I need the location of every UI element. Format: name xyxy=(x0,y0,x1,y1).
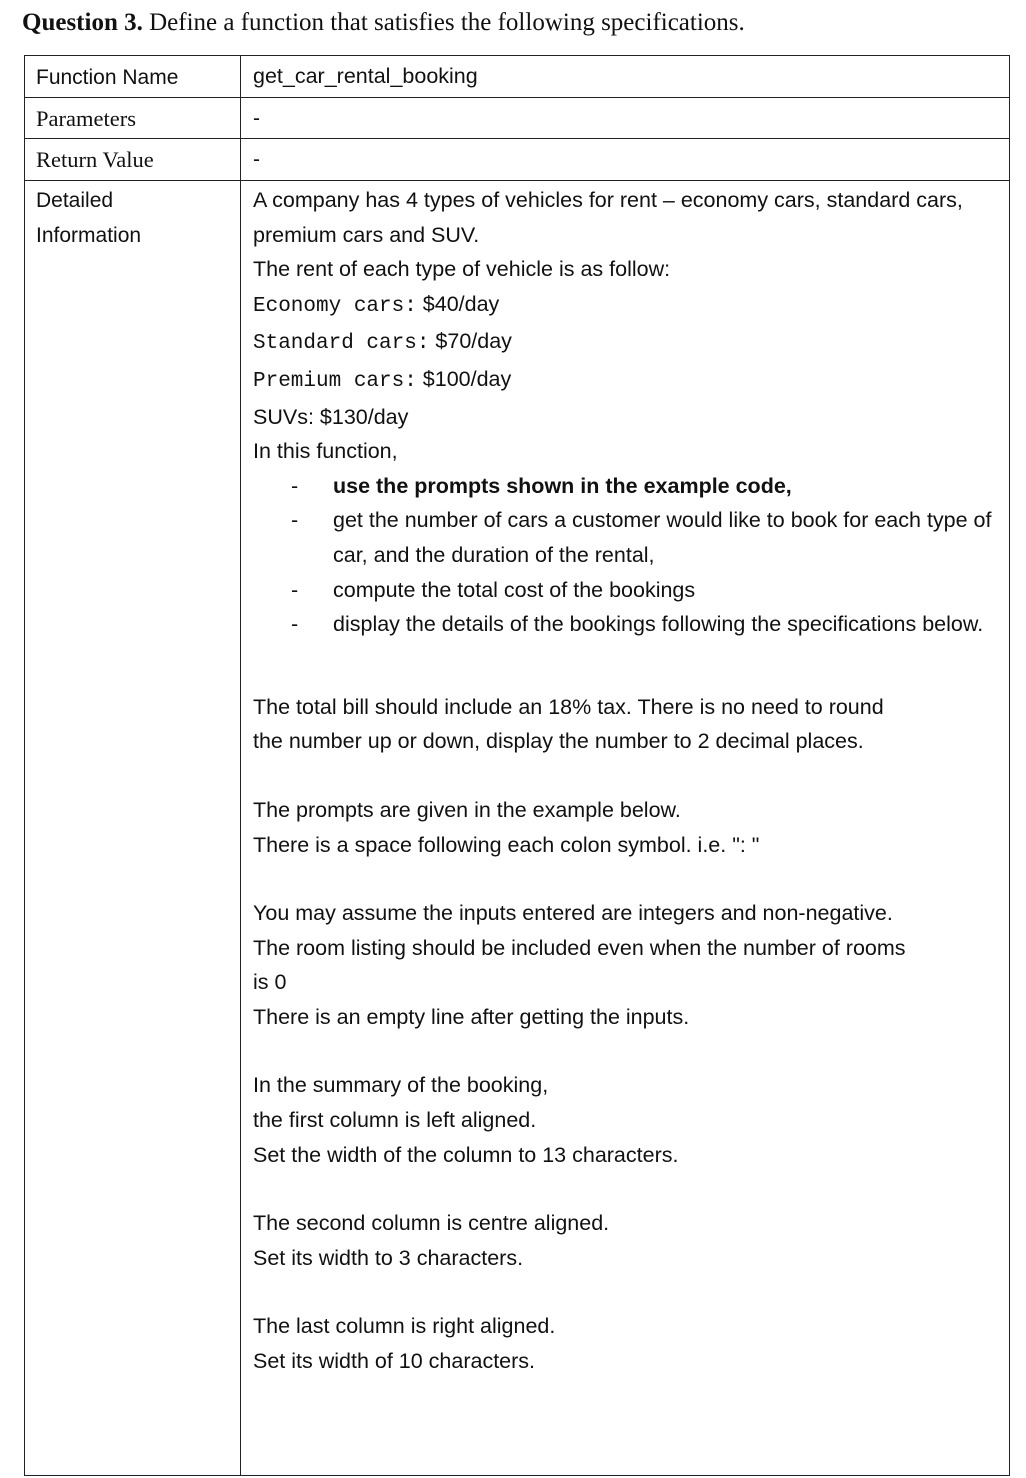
dash-bullet: - xyxy=(291,508,299,533)
summary-line-2: the first column is left aligned. xyxy=(253,1108,537,1133)
function-name-row xyxy=(25,56,1010,98)
rate-suv-name: SUVs: xyxy=(253,404,314,429)
intro-paragraph: A company has 4 types of vehicles for rent – economy cars, standard cars, premium cars and SUV. xyxy=(253,188,963,247)
dash-bullet: - xyxy=(291,577,299,602)
return-value-value-cell xyxy=(241,139,1010,181)
second-column-line-2: Set its width to 3 characters. xyxy=(253,1245,524,1270)
assume-line-1: You may assume the inputs entered are integers and non-negative. xyxy=(253,901,893,926)
prompts-line-2: There is a space following each colon symbol. i.e. ": " xyxy=(253,832,760,857)
steps-list xyxy=(253,469,999,642)
detailed-information-label-cell xyxy=(25,181,241,1476)
rate-economy xyxy=(253,287,999,325)
prompts-line-1: The prompts are given in the example below. xyxy=(253,797,681,822)
parameters-value: - xyxy=(253,107,260,130)
detailed-label-line-1: Detailed xyxy=(36,189,114,212)
question-heading xyxy=(22,8,745,38)
second-column-line-1: The second column is centre aligned. xyxy=(253,1211,610,1236)
last-column-line-1: The last column is right aligned. xyxy=(253,1314,556,1339)
parameters-label: Parameters xyxy=(36,106,136,131)
assume-line-3: is 0 xyxy=(253,970,287,995)
dash-bullet: - xyxy=(291,473,299,498)
rate-premium xyxy=(253,362,999,400)
assume-line-4: There is an empty line after getting the inputs. xyxy=(253,1004,690,1029)
question-text: Define a function that satisfies the following specifications. xyxy=(142,9,745,36)
rent-intro: The rent of each type of vehicle is as follow: xyxy=(253,257,671,282)
list-item xyxy=(291,503,999,572)
summary-line-3: Set the width of the column to 13 characters. xyxy=(253,1142,679,1167)
rate-standard-price: $70/day xyxy=(429,329,512,354)
detailed-label-line-2: Information xyxy=(36,224,142,247)
rate-economy-name: Economy cars: xyxy=(253,294,417,318)
detailed-information-body xyxy=(241,181,1009,1379)
function-name-value-cell xyxy=(241,56,1010,98)
rate-premium-name: Premium cars: xyxy=(253,369,417,393)
tax-line-2: the number up or down, display the number to 2 decimal places. xyxy=(253,729,864,754)
detailed-information-value-cell xyxy=(241,181,1010,1476)
dash-bullet: - xyxy=(291,612,299,637)
step-text: compute the total cost of the bookings xyxy=(333,577,696,602)
step-text: display the details of the bookings following the specifications below. xyxy=(333,612,984,637)
summary-line-1: In the summary of the booking, xyxy=(253,1073,549,1098)
step-text: get the number of cars a customer would like to book for each type of car, and the duration of the rental, xyxy=(333,508,992,567)
return-value-label: Return Value xyxy=(36,147,154,172)
parameters-label-cell xyxy=(25,98,241,139)
function-name-label: Function Name xyxy=(36,66,179,89)
rate-suv xyxy=(253,400,999,435)
function-name-label-cell xyxy=(25,56,241,98)
return-value-value: - xyxy=(253,148,260,171)
detailed-information-label xyxy=(25,181,240,253)
rate-economy-price: $40/day xyxy=(416,291,500,316)
list-item xyxy=(291,607,999,642)
rate-suv-price: $130/day xyxy=(313,404,409,429)
function-name-value: get_car_rental_booking xyxy=(253,64,478,88)
step-text: use the prompts shown in the example code, xyxy=(333,473,792,498)
rate-standard-name: Standard cars: xyxy=(253,332,430,356)
list-item xyxy=(291,573,999,608)
tax-line-1: The total bill should include an 18% tax. There is no need to round xyxy=(253,694,884,719)
parameters-value-cell xyxy=(241,98,1010,139)
list-item xyxy=(291,469,999,504)
return-value-row xyxy=(25,139,1010,181)
return-value-label-cell xyxy=(25,139,241,181)
detailed-information-row xyxy=(25,181,1010,1476)
last-column-line-2: Set its width of 10 characters. xyxy=(253,1349,536,1374)
assume-line-2: The room listing should be included even when the number of rooms xyxy=(253,935,906,960)
in-function-line: In this function, xyxy=(253,439,398,464)
question-number: Question 3. xyxy=(22,9,143,36)
specification-table xyxy=(24,55,1010,1476)
rate-premium-price: $100/day xyxy=(416,366,512,391)
rate-standard xyxy=(253,324,999,362)
parameters-row xyxy=(25,98,1010,139)
